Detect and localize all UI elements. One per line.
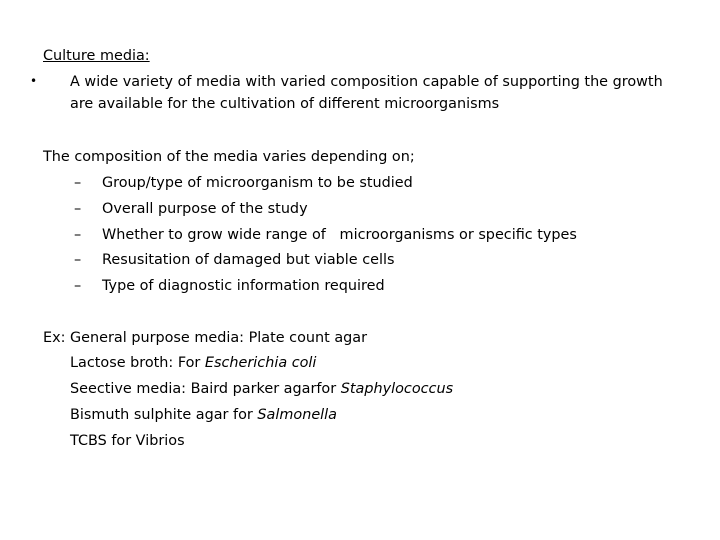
composition-intro: The composition of the media varies depending on; [43,149,415,165]
example-line-5: TCBS for Vibrios [70,433,185,449]
bullet-marker: • [30,74,38,88]
composition-item: Whether to grow wide range of microorganisms or specific types [102,227,577,243]
bullet-text-line-1: A wide variety of media with varied composition capable of supporting the growth [70,74,663,90]
composition-item: Overall purpose of the study [102,201,308,217]
slide-heading: Culture media: [43,48,150,64]
dash-marker: – [74,175,82,191]
organism-name: Escherichia coli [204,355,317,371]
example-line-4 [70,408,337,422]
example-line-3 [70,382,453,396]
composition-item: Group/type of microorganism to be studied [102,175,413,191]
example-line-4-text: Bismuth sulphite agar for [70,407,258,423]
example-line-3-text: Seective media: Baird parker agarfor [70,381,341,397]
dash-marker: – [74,278,82,294]
composition-item: Resusitation of damaged but viable cells [102,252,395,268]
composition-item: Type of diagnostic information required [102,278,385,294]
organism-name: Salmonella [257,407,337,423]
organism-name: Staphylococcus [340,381,454,397]
bullet-text-line-2: are available for the cultivation of different microorganisms [70,96,500,112]
example-line-2 [70,356,316,370]
dash-marker: – [74,227,82,243]
example-line-2-text: Lactose broth: For [70,355,205,371]
example-line-1: Ex: General purpose media: Plate count agar [43,330,368,346]
dash-marker: – [74,252,82,268]
dash-marker: – [74,201,82,217]
